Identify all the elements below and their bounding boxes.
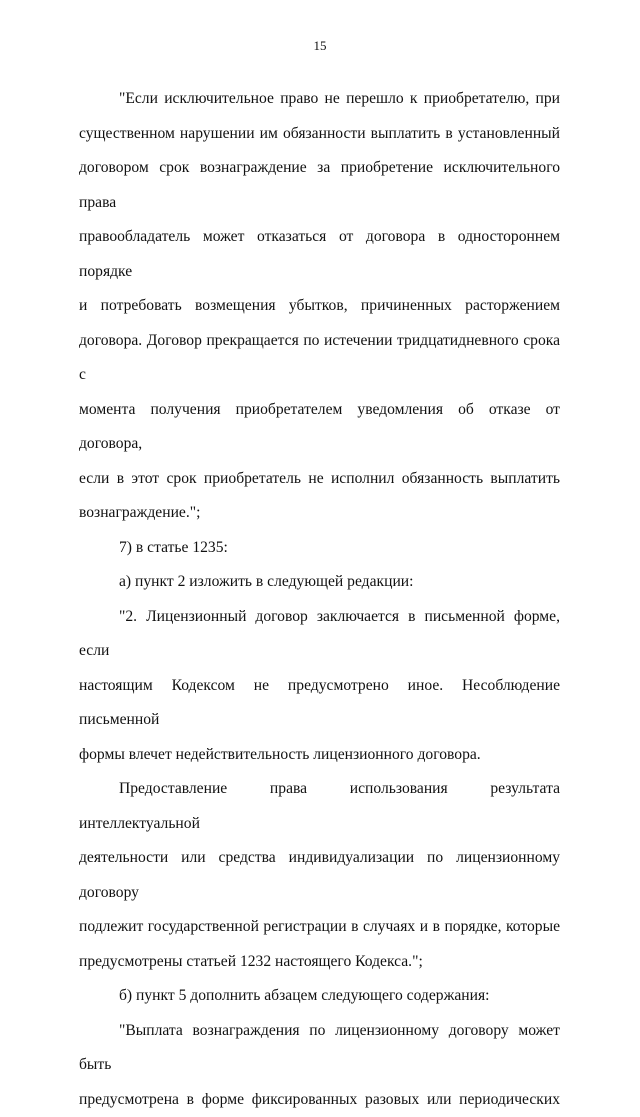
text-line: Предоставление права использования результата интеллектуальной <box>79 772 560 841</box>
paragraph-license-form <box>79 600 560 773</box>
text-line: если в этот срок приобретатель не исполнил обязанность выплатить <box>79 462 560 497</box>
text-line: б) пункт 5 дополнить абзацем следующего содержания: <box>79 979 560 1014</box>
text-line: договора. Договор прекращается по истечении тридцатидневного срока с <box>79 324 560 393</box>
text-line: "Выплата вознаграждения по лицензионному договору может быть <box>79 1014 560 1083</box>
paragraph-state-registration <box>79 772 560 979</box>
text-line: деятельности или средства индивидуализации по лицензионному договору <box>79 841 560 910</box>
text-line: а) пункт 2 изложить в следующей редакции: <box>79 565 560 600</box>
text-line: договором срок вознаграждение за приобретение исключительного права <box>79 151 560 220</box>
text-line: существенном нарушении им обязанности выплатить в установленный <box>79 117 560 152</box>
document-body <box>79 82 560 1117</box>
paragraph-remuneration <box>79 1014 560 1117</box>
text-line: формы влечет недействительность лицензионного договора. <box>79 738 560 773</box>
text-line: 7) в статье 1235: <box>79 531 560 566</box>
text-line: "2. Лицензионный договор заключается в письменной форме, если <box>79 600 560 669</box>
page-number: 15 <box>0 38 640 54</box>
text-line: и потребовать возмещения убытков, причиненных расторжением <box>79 289 560 324</box>
text-line: подлежит государственной регистрации в случаях и в порядке, которые <box>79 910 560 945</box>
text-line: "Если исключительное право не перешло к приобретателю, при <box>79 82 560 117</box>
text-line: настоящим Кодексом не предусмотрено иное. Несоблюдение письменной <box>79 669 560 738</box>
paragraph-termination-rights <box>79 82 560 531</box>
text-line: момента получения приобретателем уведомления об отказе от договора, <box>79 393 560 462</box>
text-line: предусмотрена в форме фиксированных разовых или периодических <box>79 1083 560 1117</box>
paragraph-item-7 <box>79 531 560 566</box>
paragraph-subitem-a <box>79 565 560 600</box>
text-line: предусмотрены статьей 1232 настоящего Кодекса."; <box>79 945 560 980</box>
text-line: вознаграждение."; <box>79 496 560 531</box>
paragraph-subitem-b <box>79 979 560 1014</box>
text-line: правообладатель может отказаться от договора в одностороннем порядке <box>79 220 560 289</box>
